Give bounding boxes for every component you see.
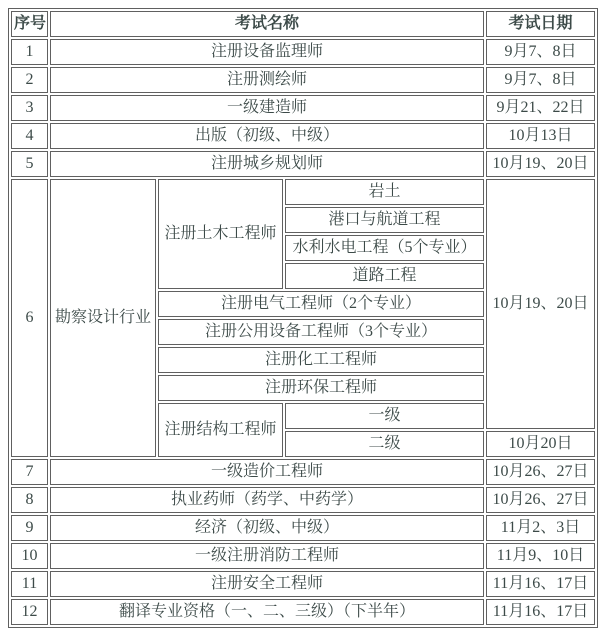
- table-row: [11, 487, 595, 513]
- row-6-other-1: 注册公用设备工程师（3个专业）: [158, 319, 484, 345]
- row-11-no: 11: [11, 571, 48, 597]
- row-8-date: 10月26、27日: [486, 487, 595, 513]
- row-6-structural-engineer: 注册结构工程师: [158, 403, 283, 457]
- row-6-category: 勘察设计行业: [50, 179, 156, 457]
- row-7-name: 一级造价工程师: [50, 459, 484, 485]
- row-11-date: 11月16、17日: [486, 571, 595, 597]
- row-9-name: 经济（初级、中级）: [50, 515, 484, 541]
- row-10-name: 一级注册消防工程师: [50, 543, 484, 569]
- row-3-name: 一级建造师: [50, 95, 484, 121]
- row-12-no: 12: [11, 599, 48, 625]
- row-1-date: 9月7、8日: [486, 39, 595, 65]
- row-8-name: 执业药师（药学、中药学）: [50, 487, 484, 513]
- table-row: [11, 95, 595, 121]
- row-4-name: 出版（初级、中级）: [50, 123, 484, 149]
- table-row: [11, 39, 595, 65]
- row-6-structural-level-1: 一级: [285, 403, 484, 429]
- header-date: 考试日期: [486, 11, 595, 37]
- row-1-no: 1: [11, 39, 48, 65]
- row-3-no: 3: [11, 95, 48, 121]
- table-row: [11, 459, 595, 485]
- row-2-date: 9月7、8日: [486, 67, 595, 93]
- row-6-civil-specialty-1: 港口与航道工程: [285, 207, 484, 233]
- row-6-no: 6: [11, 179, 48, 457]
- header-name: 考试名称: [50, 11, 484, 37]
- row-1-name: 注册设备监理师: [50, 39, 484, 65]
- exam-schedule-table: [8, 8, 598, 628]
- table-row: [11, 151, 595, 177]
- row-2-name: 注册测绘师: [50, 67, 484, 93]
- table-row: [11, 123, 595, 149]
- row-5-no: 5: [11, 151, 48, 177]
- row-10-no: 10: [11, 543, 48, 569]
- row-11-name: 注册安全工程师: [50, 571, 484, 597]
- row-10-date: 11月9、10日: [486, 543, 595, 569]
- row-12-name: 翻译专业资格（一、二、三级）（下半年）: [50, 599, 484, 625]
- row-12-date: 11月16、17日: [486, 599, 595, 625]
- row-6-civil-specialty-0: 岩土: [285, 179, 484, 205]
- row-5-date: 10月19、20日: [486, 151, 595, 177]
- header-no: 序号: [11, 11, 48, 37]
- row-7-date: 10月26、27日: [486, 459, 595, 485]
- row-6-civil-specialty-2: 水利水电工程（5个专业）: [285, 235, 484, 261]
- row-6-civil-specialty-3: 道路工程: [285, 263, 484, 289]
- row-5-name: 注册城乡规划师: [50, 151, 484, 177]
- row-2-no: 2: [11, 67, 48, 93]
- row-3-date: 9月21、22日: [486, 95, 595, 121]
- row-6-other-3: 注册环保工程师: [158, 375, 484, 401]
- table-row: [11, 599, 595, 625]
- table-row: [11, 67, 595, 93]
- row-9-date: 11月2、3日: [486, 515, 595, 541]
- row-6-civil-engineer: 注册土木工程师: [158, 179, 283, 289]
- row-4-date: 10月13日: [486, 123, 595, 149]
- header-row: [11, 11, 595, 37]
- row-6-date-main: 10月19、20日: [486, 179, 595, 429]
- table-row: [11, 571, 595, 597]
- row-8-no: 8: [11, 487, 48, 513]
- row-6-structural-level-2: 二级: [285, 431, 484, 457]
- row-6-other-0: 注册电气工程师（2个专业）: [158, 291, 484, 317]
- row-7-no: 7: [11, 459, 48, 485]
- table-row: [11, 543, 595, 569]
- table-row: [11, 179, 595, 205]
- row-6-other-2: 注册化工工程师: [158, 347, 484, 373]
- row-6-date-level2: 10月20日: [486, 431, 595, 457]
- table-row: [11, 515, 595, 541]
- row-4-no: 4: [11, 123, 48, 149]
- row-9-no: 9: [11, 515, 48, 541]
